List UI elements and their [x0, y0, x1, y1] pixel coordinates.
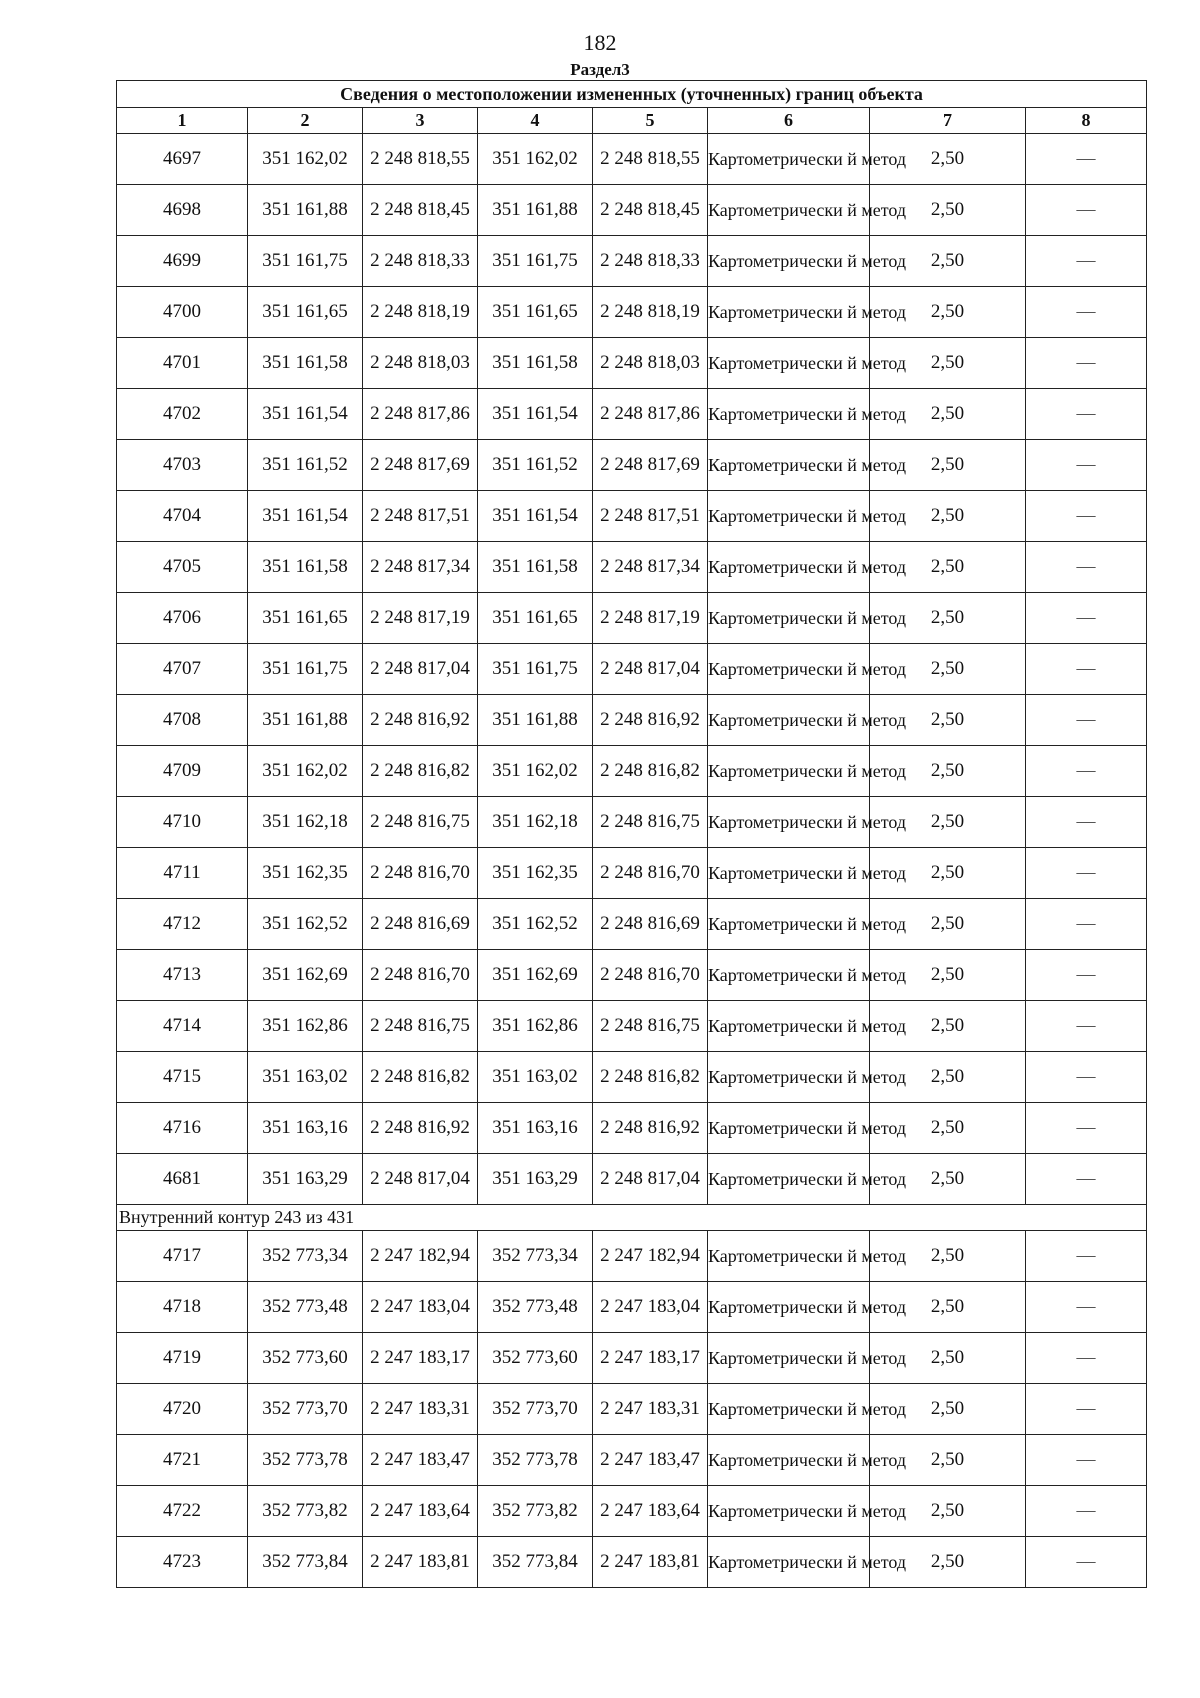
cell-y-new: 2 248 816,82: [593, 746, 708, 797]
column-number: 2: [248, 108, 363, 134]
cell-y-new: 2 248 818,03: [593, 338, 708, 389]
table-caption-row: [117, 81, 1147, 108]
cell-y-existing: 2 248 816,82: [363, 1052, 478, 1103]
cell-point-number: 4711: [117, 848, 248, 899]
cell-method: Картометрически й метод: [708, 695, 870, 746]
cell-x-new: 351 162,02: [478, 134, 593, 185]
cell-x-existing: 351 161,58: [248, 542, 363, 593]
cell-y-existing: 2 248 817,51: [363, 491, 478, 542]
cell-accuracy: 2,50: [870, 1154, 1026, 1205]
cell-method: Картометрически й метод: [708, 1486, 870, 1537]
cell-note: —: [1026, 1333, 1147, 1384]
table-row: [117, 1537, 1147, 1588]
cell-x-existing: 351 161,52: [248, 440, 363, 491]
cell-method: Картометрически й метод: [708, 848, 870, 899]
cell-x-new: 351 162,52: [478, 899, 593, 950]
cell-x-existing: 351 162,18: [248, 797, 363, 848]
cell-accuracy: 2,50: [870, 950, 1026, 1001]
cell-point-number: 4698: [117, 185, 248, 236]
cell-point-number: 4713: [117, 950, 248, 1001]
contour-section: [117, 1205, 1147, 1231]
cell-x-new: 351 161,58: [478, 542, 593, 593]
cell-point-number: 4707: [117, 644, 248, 695]
cell-y-existing: 2 248 816,82: [363, 746, 478, 797]
cell-x-new: 351 162,69: [478, 950, 593, 1001]
cell-x-existing: 351 162,86: [248, 1001, 363, 1052]
cell-method: Картометрически й метод: [708, 1333, 870, 1384]
cell-method: Картометрически й метод: [708, 950, 870, 1001]
cell-accuracy: 2,50: [870, 848, 1026, 899]
column-number-row: [117, 108, 1147, 134]
cell-y-new: 2 248 817,51: [593, 491, 708, 542]
cell-x-new: 351 162,35: [478, 848, 593, 899]
table-row: [117, 797, 1147, 848]
cell-x-existing: 351 161,88: [248, 695, 363, 746]
cell-point-number: 4703: [117, 440, 248, 491]
cell-y-new: 2 248 818,45: [593, 185, 708, 236]
cell-y-existing: 2 248 817,69: [363, 440, 478, 491]
cell-y-existing: 2 248 816,70: [363, 848, 478, 899]
cell-note: —: [1026, 1282, 1147, 1333]
cell-point-number: 4721: [117, 1435, 248, 1486]
cell-y-new: 2 248 817,04: [593, 1154, 708, 1205]
cell-y-existing: 2 248 818,19: [363, 287, 478, 338]
cell-y-existing: 2 247 183,47: [363, 1435, 478, 1486]
cell-x-existing: 351 163,29: [248, 1154, 363, 1205]
cell-note: —: [1026, 1103, 1147, 1154]
cell-y-existing: 2 247 183,04: [363, 1282, 478, 1333]
cell-method: Картометрически й метод: [708, 338, 870, 389]
cell-x-existing: 351 162,69: [248, 950, 363, 1001]
cell-x-existing: 352 773,60: [248, 1333, 363, 1384]
cell-x-new: 351 162,18: [478, 797, 593, 848]
cell-y-existing: 2 248 816,69: [363, 899, 478, 950]
table-row: [117, 644, 1147, 695]
cell-x-existing: 351 162,02: [248, 134, 363, 185]
cell-point-number: 4722: [117, 1486, 248, 1537]
cell-accuracy: 2,50: [870, 287, 1026, 338]
cell-x-new: 352 773,70: [478, 1384, 593, 1435]
column-number: 8: [1026, 108, 1147, 134]
table-row: [117, 338, 1147, 389]
cell-x-existing: 351 161,58: [248, 338, 363, 389]
cell-accuracy: 2,50: [870, 491, 1026, 542]
cell-method: Картометрически й метод: [708, 797, 870, 848]
section-title: Раздел3: [570, 60, 630, 79]
table-row: [117, 1282, 1147, 1333]
cell-note: —: [1026, 287, 1147, 338]
cell-note: —: [1026, 848, 1147, 899]
cell-method: Картометрически й метод: [708, 1384, 870, 1435]
table-row: [117, 542, 1147, 593]
table-row: [117, 848, 1147, 899]
cell-point-number: 4716: [117, 1103, 248, 1154]
cell-y-new: 2 247 183,64: [593, 1486, 708, 1537]
cell-note: —: [1026, 1154, 1147, 1205]
column-number: 5: [593, 108, 708, 134]
table-row: [117, 287, 1147, 338]
cell-y-existing: 2 248 817,34: [363, 542, 478, 593]
cell-x-existing: 351 163,02: [248, 1052, 363, 1103]
cell-point-number: 4718: [117, 1282, 248, 1333]
cell-x-new: 351 161,54: [478, 491, 593, 542]
table-row: [117, 1052, 1147, 1103]
cell-accuracy: 2,50: [870, 440, 1026, 491]
cell-x-new: 352 773,48: [478, 1282, 593, 1333]
boundary-coordinates-table: [116, 80, 1147, 1588]
cell-y-new: 2 248 816,70: [593, 950, 708, 1001]
cell-accuracy: 2,50: [870, 134, 1026, 185]
contour-label-row: [117, 1205, 1147, 1231]
cell-accuracy: 2,50: [870, 1435, 1026, 1486]
cell-x-existing: 351 161,75: [248, 644, 363, 695]
cell-x-new: 351 161,65: [478, 593, 593, 644]
cell-method: Картометрически й метод: [708, 593, 870, 644]
cell-y-existing: 2 248 816,92: [363, 695, 478, 746]
cell-note: —: [1026, 899, 1147, 950]
cell-x-new: 351 161,54: [478, 389, 593, 440]
cell-x-new: 351 163,02: [478, 1052, 593, 1103]
cell-x-existing: 351 162,02: [248, 746, 363, 797]
cell-y-new: 2 248 816,75: [593, 1001, 708, 1052]
cell-point-number: 4714: [117, 1001, 248, 1052]
cell-note: —: [1026, 1001, 1147, 1052]
table-body-outer-contour: [117, 134, 1147, 1205]
cell-note: —: [1026, 1231, 1147, 1282]
column-number: 4: [478, 108, 593, 134]
cell-accuracy: 2,50: [870, 644, 1026, 695]
cell-y-new: 2 248 816,82: [593, 1052, 708, 1103]
cell-y-existing: 2 247 183,64: [363, 1486, 478, 1537]
column-number: 6: [708, 108, 870, 134]
cell-method: Картометрически й метод: [708, 1282, 870, 1333]
cell-accuracy: 2,50: [870, 1537, 1026, 1588]
cell-accuracy: 2,50: [870, 746, 1026, 797]
cell-y-existing: 2 247 183,81: [363, 1537, 478, 1588]
cell-y-existing: 2 248 818,03: [363, 338, 478, 389]
cell-note: —: [1026, 1384, 1147, 1435]
cell-x-existing: 351 161,75: [248, 236, 363, 287]
table-row: [117, 1486, 1147, 1537]
cell-accuracy: 2,50: [870, 1486, 1026, 1537]
cell-y-new: 2 248 818,19: [593, 287, 708, 338]
cell-y-existing: 2 248 818,55: [363, 134, 478, 185]
cell-x-new: 351 161,75: [478, 236, 593, 287]
cell-y-existing: 2 248 817,04: [363, 644, 478, 695]
cell-y-new: 2 247 183,81: [593, 1537, 708, 1588]
cell-accuracy: 2,50: [870, 185, 1026, 236]
cell-accuracy: 2,50: [870, 338, 1026, 389]
cell-note: —: [1026, 1486, 1147, 1537]
cell-accuracy: 2,50: [870, 542, 1026, 593]
cell-x-existing: 351 161,54: [248, 491, 363, 542]
cell-y-new: 2 248 818,33: [593, 236, 708, 287]
cell-x-existing: 352 773,84: [248, 1537, 363, 1588]
cell-x-new: 351 162,02: [478, 746, 593, 797]
cell-y-new: 2 248 817,34: [593, 542, 708, 593]
cell-x-new: 351 161,75: [478, 644, 593, 695]
cell-point-number: 4702: [117, 389, 248, 440]
table-row: [117, 746, 1147, 797]
cell-point-number: 4706: [117, 593, 248, 644]
table-row: [117, 1231, 1147, 1282]
cell-note: —: [1026, 797, 1147, 848]
cell-y-existing: 2 248 816,92: [363, 1103, 478, 1154]
cell-method: Картометрически й метод: [708, 1231, 870, 1282]
cell-method: Картометрически й метод: [708, 236, 870, 287]
cell-point-number: 4717: [117, 1231, 248, 1282]
cell-x-new: 351 161,52: [478, 440, 593, 491]
cell-x-existing: 352 773,78: [248, 1435, 363, 1486]
cell-y-existing: 2 248 817,86: [363, 389, 478, 440]
cell-x-existing: 351 163,16: [248, 1103, 363, 1154]
cell-x-new: 352 773,34: [478, 1231, 593, 1282]
cell-accuracy: 2,50: [870, 797, 1026, 848]
cell-note: —: [1026, 695, 1147, 746]
cell-method: Картометрически й метод: [708, 1001, 870, 1052]
table-row: [117, 899, 1147, 950]
cell-note: —: [1026, 1052, 1147, 1103]
cell-note: —: [1026, 236, 1147, 287]
cell-y-existing: 2 248 816,75: [363, 1001, 478, 1052]
table-row: [117, 1154, 1147, 1205]
cell-x-new: 352 773,78: [478, 1435, 593, 1486]
column-number: 7: [870, 108, 1026, 134]
cell-y-new: 2 248 817,04: [593, 644, 708, 695]
cell-x-new: 352 773,82: [478, 1486, 593, 1537]
cell-point-number: 4719: [117, 1333, 248, 1384]
cell-x-existing: 352 773,48: [248, 1282, 363, 1333]
cell-x-existing: 351 161,88: [248, 185, 363, 236]
cell-method: Картометрически й метод: [708, 644, 870, 695]
cell-y-new: 2 247 183,31: [593, 1384, 708, 1435]
table-row: [117, 950, 1147, 1001]
cell-accuracy: 2,50: [870, 1001, 1026, 1052]
cell-accuracy: 2,50: [870, 1103, 1026, 1154]
cell-y-existing: 2 248 816,75: [363, 797, 478, 848]
cell-x-existing: 351 161,65: [248, 593, 363, 644]
cell-note: —: [1026, 389, 1147, 440]
cell-method: Картометрически й метод: [708, 746, 870, 797]
cell-y-existing: 2 248 817,04: [363, 1154, 478, 1205]
table-row: [117, 695, 1147, 746]
cell-point-number: 4712: [117, 899, 248, 950]
cell-y-existing: 2 247 183,31: [363, 1384, 478, 1435]
cell-accuracy: 2,50: [870, 236, 1026, 287]
cell-x-existing: 352 773,70: [248, 1384, 363, 1435]
table-row: [117, 389, 1147, 440]
cell-note: —: [1026, 338, 1147, 389]
cell-method: Картометрически й метод: [708, 542, 870, 593]
column-number: 1: [117, 108, 248, 134]
cell-accuracy: 2,50: [870, 1052, 1026, 1103]
cell-y-new: 2 247 183,17: [593, 1333, 708, 1384]
cell-y-new: 2 247 183,47: [593, 1435, 708, 1486]
table-row: [117, 1333, 1147, 1384]
cell-x-new: 351 161,88: [478, 185, 593, 236]
cell-point-number: 4697: [117, 134, 248, 185]
cell-method: Картометрически й метод: [708, 491, 870, 542]
page-number: 182: [583, 30, 617, 55]
cell-accuracy: 2,50: [870, 1333, 1026, 1384]
cell-y-existing: 2 248 818,45: [363, 185, 478, 236]
cell-x-new: 352 773,84: [478, 1537, 593, 1588]
table-row: [117, 1384, 1147, 1435]
cell-accuracy: 2,50: [870, 1231, 1026, 1282]
cell-accuracy: 2,50: [870, 593, 1026, 644]
cell-note: —: [1026, 950, 1147, 1001]
table-body-inner-contour: [117, 1231, 1147, 1588]
cell-y-new: 2 248 816,75: [593, 797, 708, 848]
cell-y-existing: 2 248 817,19: [363, 593, 478, 644]
cell-note: —: [1026, 134, 1147, 185]
table-row: [117, 440, 1147, 491]
cell-point-number: 4710: [117, 797, 248, 848]
cell-x-existing: 351 162,35: [248, 848, 363, 899]
cell-x-new: 351 163,29: [478, 1154, 593, 1205]
cell-x-existing: 351 161,54: [248, 389, 363, 440]
cell-y-new: 2 248 817,69: [593, 440, 708, 491]
cell-method: Картометрически й метод: [708, 1435, 870, 1486]
cell-method: Картометрически й метод: [708, 440, 870, 491]
cell-y-new: 2 248 816,69: [593, 899, 708, 950]
cell-y-new: 2 247 183,04: [593, 1282, 708, 1333]
cell-method: Картометрически й метод: [708, 899, 870, 950]
cell-point-number: 4701: [117, 338, 248, 389]
cell-accuracy: 2,50: [870, 1384, 1026, 1435]
cell-y-existing: 2 248 818,33: [363, 236, 478, 287]
cell-point-number: 4704: [117, 491, 248, 542]
cell-y-existing: 2 247 182,94: [363, 1231, 478, 1282]
cell-y-new: 2 247 182,94: [593, 1231, 708, 1282]
cell-point-number: 4715: [117, 1052, 248, 1103]
cell-y-new: 2 248 816,92: [593, 1103, 708, 1154]
cell-method: Картометрически й метод: [708, 134, 870, 185]
cell-note: —: [1026, 491, 1147, 542]
cell-point-number: 4681: [117, 1154, 248, 1205]
table-row: [117, 593, 1147, 644]
cell-method: Картометрически й метод: [708, 287, 870, 338]
table-row: [117, 491, 1147, 542]
cell-y-new: 2 248 817,86: [593, 389, 708, 440]
cell-method: Картометрически й метод: [708, 1052, 870, 1103]
cell-point-number: 4700: [117, 287, 248, 338]
cell-note: —: [1026, 593, 1147, 644]
cell-y-existing: 2 248 816,70: [363, 950, 478, 1001]
cell-x-existing: 352 773,82: [248, 1486, 363, 1537]
table-caption: Сведения о местоположении измененных (уточненных) границ объекта: [117, 81, 1147, 108]
cell-point-number: 4699: [117, 236, 248, 287]
cell-x-new: 351 161,88: [478, 695, 593, 746]
cell-point-number: 4720: [117, 1384, 248, 1435]
column-number: 3: [363, 108, 478, 134]
table-row: [117, 134, 1147, 185]
cell-y-new: 2 248 818,55: [593, 134, 708, 185]
cell-x-new: 351 161,58: [478, 338, 593, 389]
cell-note: —: [1026, 542, 1147, 593]
cell-x-new: 351 163,16: [478, 1103, 593, 1154]
cell-y-new: 2 248 816,70: [593, 848, 708, 899]
cell-accuracy: 2,50: [870, 695, 1026, 746]
cell-y-existing: 2 247 183,17: [363, 1333, 478, 1384]
table-row: [117, 1103, 1147, 1154]
cell-x-existing: 351 162,52: [248, 899, 363, 950]
cell-point-number: 4708: [117, 695, 248, 746]
cell-accuracy: 2,50: [870, 1282, 1026, 1333]
cell-y-new: 2 248 816,92: [593, 695, 708, 746]
table-row: [117, 185, 1147, 236]
cell-method: Картометрически й метод: [708, 185, 870, 236]
cell-point-number: 4723: [117, 1537, 248, 1588]
table-row: [117, 236, 1147, 287]
cell-note: —: [1026, 746, 1147, 797]
cell-note: —: [1026, 1537, 1147, 1588]
cell-method: Картометрически й метод: [708, 1154, 870, 1205]
cell-x-new: 351 162,86: [478, 1001, 593, 1052]
cell-note: —: [1026, 1435, 1147, 1486]
cell-point-number: 4709: [117, 746, 248, 797]
cell-method: Картометрически й метод: [708, 389, 870, 440]
cell-x-new: 351 161,65: [478, 287, 593, 338]
table-row: [117, 1001, 1147, 1052]
cell-x-existing: 351 161,65: [248, 287, 363, 338]
contour-label: Внутренний контур 243 из 431: [117, 1205, 1147, 1231]
table-row: [117, 1435, 1147, 1486]
cell-y-new: 2 248 817,19: [593, 593, 708, 644]
cell-note: —: [1026, 440, 1147, 491]
cell-accuracy: 2,50: [870, 389, 1026, 440]
cell-method: Картометрически й метод: [708, 1537, 870, 1588]
cell-accuracy: 2,50: [870, 899, 1026, 950]
cell-x-new: 352 773,60: [478, 1333, 593, 1384]
cell-method: Картометрически й метод: [708, 1103, 870, 1154]
cell-note: —: [1026, 185, 1147, 236]
cell-point-number: 4705: [117, 542, 248, 593]
cell-x-existing: 352 773,34: [248, 1231, 363, 1282]
cell-note: —: [1026, 644, 1147, 695]
